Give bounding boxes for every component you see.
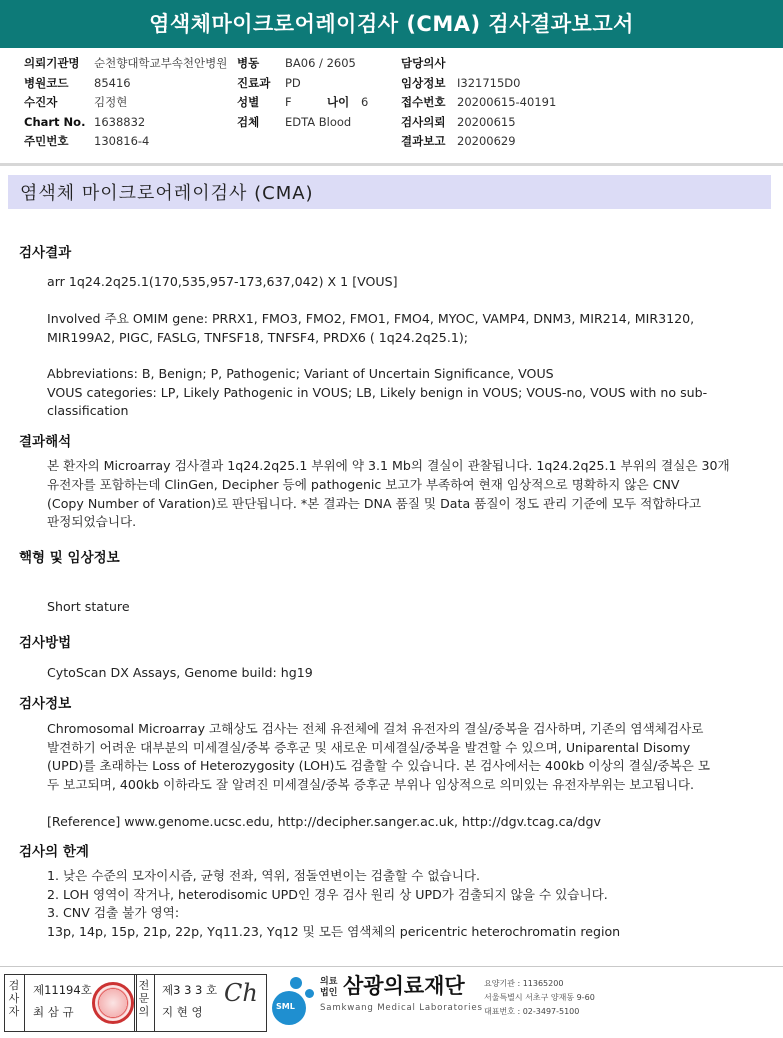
tester-label-char: 검	[8, 979, 20, 992]
interpretation-line: 유전자를 포함하는데 ClinGen, Decipher 등에 pathogenic 보고가 부족하여 현재 임상적으로 명확하지 않은 CNV	[47, 477, 680, 492]
header-divider	[0, 163, 783, 166]
org-name: 삼광의료재단	[343, 974, 465, 998]
test-info-reference: [Reference] www.genome.ucsc.edu, http://decipher.sanger.ac.uk, http://dgv.tcag.ca/dgv	[47, 814, 601, 829]
info-row	[24, 132, 227, 152]
info-row	[401, 74, 556, 94]
report-title: 염색체마이크로어레이검사 (CMA) 검사결과보고서	[0, 0, 783, 48]
result-abbr-2: VOUS categories: LP, Likely Pathogenic in VOUS; LB, Likely benign in VOUS; VOUS-no, VOUS with no sub-	[47, 385, 708, 400]
test-info-line: (UPD)를 초래하는 Loss of Heterozygosity (LOH)도 검출할 수 있습니다. 본 검사에서는 400kb 이상의 결실/중복은 모	[47, 758, 711, 773]
specialist-label-char: 의	[138, 1005, 150, 1018]
info-value: F	[285, 95, 292, 109]
info-value: EDTA Blood	[285, 114, 352, 129]
info-value: 85416	[94, 75, 131, 90]
info-label: 검체	[237, 114, 260, 129]
info-value: 130816-4	[94, 134, 150, 148]
org-english: Samkwang Medical Laboratories	[320, 1003, 483, 1013]
org-prefix-2: 법인	[320, 988, 338, 998]
tester-name: 최 삼 규	[33, 1005, 74, 1019]
info-value: I321715D0	[457, 75, 521, 90]
info-row	[24, 74, 227, 94]
limits-line: 2. LOH 영역이 작거나, heterodisomic UPD인 경우 검사 원리 상 UPD가 검출되지 않을 수 있습니다.	[47, 887, 608, 902]
info-row	[237, 113, 368, 133]
limits-line: 1. 낮은 수준의 모자이시즘, 균형 전좌, 역위, 점돌연변이는 검출할 수 없습니다.	[47, 868, 481, 883]
info-row	[24, 93, 227, 113]
info-label: 임상정보	[401, 75, 446, 90]
info-label: 검사의뢰	[401, 114, 446, 129]
org-prefix-1: 의료	[320, 977, 338, 987]
result-arr: arr 1q24.2q25.1(170,535,957-173,637,042) X 1 [VOUS]	[47, 274, 398, 289]
specialist-label-char: 전	[138, 979, 150, 992]
info-col2	[237, 54, 368, 132]
info-row	[237, 93, 368, 113]
info-label: 결과보고	[401, 134, 446, 148]
limits-line: 13p, 14p, 15p, 21p, 22p, Yq11.23, Yq12 및 모든 염색체의 pericentric heterochromatin region	[47, 924, 621, 939]
section-title: 염색체 마이크로어레이검사 (CMA)	[20, 183, 314, 204]
info-value: 순천향대학교부속천안병원	[94, 56, 228, 70]
logo-dot-icon	[305, 989, 314, 998]
tester-id: 제11194호	[33, 983, 92, 997]
interpretation-line: 판정되었습니다.	[47, 514, 137, 529]
info-label: 접수번호	[401, 95, 446, 109]
info-row	[401, 93, 556, 113]
tester-label-char: 자	[8, 1005, 20, 1018]
info-row	[24, 113, 227, 133]
specialist-label-char: 문	[138, 992, 150, 1005]
info-value: 20200629	[457, 134, 516, 148]
tester-label-char: 사	[8, 992, 20, 1005]
info-row	[401, 113, 556, 133]
logo-dot-icon	[290, 977, 302, 989]
result-abbr-1: Abbreviations: B, Benign; P, Pathogenic; Variant of Uncertain Significance, VOUS	[47, 366, 554, 381]
test-info-line: 발견하기 어려운 대부분의 미세결실/중복 증후군 및 새로운 미세결실/중복을 발견할 수 있으며, Uniparental Disomy	[47, 740, 691, 755]
info-value: 김정현	[94, 95, 128, 109]
info-label: 담당의사	[401, 56, 446, 70]
karyotype-heading: 핵형 및 임상정보	[19, 550, 120, 566]
info-row	[237, 74, 368, 94]
result-genes-2: MIR199A2, PIGC, FASLG, TNFSF18, TNFSF4, PRDX6 ( 1q24.2q25.1);	[47, 330, 468, 345]
test-info-line: Chromosomal Microarray 고해상도 검사는 전체 유전체에 걸쳐 유전자의 결실/중복을 검사하며, 기존의 염색체검사로	[47, 721, 704, 736]
contact-line: 서울특별시 서초구 양재동 9-60	[484, 993, 595, 1002]
footer-divider	[0, 966, 783, 967]
logo-small-text: SML	[276, 1002, 295, 1011]
info-label: 성별	[237, 95, 260, 109]
info-label: 수진자	[24, 95, 58, 109]
result-heading: 검사결과	[19, 245, 72, 261]
info-value: BA06 / 2605	[285, 56, 356, 70]
signature: Ch	[224, 979, 258, 1007]
info-label: 주민번호	[24, 134, 69, 148]
info-label: 진료과	[237, 75, 271, 90]
karyotype-text: Short stature	[47, 599, 130, 614]
info-row	[24, 54, 227, 74]
contact-line: 대표번호 : 02-3497-5100	[484, 1007, 580, 1016]
result-abbr-3: classification	[47, 403, 129, 418]
info-label: 병동	[237, 56, 260, 70]
contact-line: 요양기관 : 11365200	[484, 979, 564, 988]
info-col3	[401, 54, 556, 152]
info-label: 의뢰기관명	[24, 56, 80, 70]
info-value: 20200615-40191	[457, 95, 557, 109]
interpretation-line: (Copy Number of Varation)로 판단됩니다. *본 결과는 DNA 품질 및 Data 품질이 정도 관리 기준에 모두 적합하다고	[47, 496, 701, 511]
info-value: 1638832	[94, 114, 146, 129]
interpretation-line: 본 환자의 Microarray 검사결과 1q24.2q25.1 부위에 약 3.1 Mb의 결실이 관찰됩니다. 1q24.2q25.1 부위의 결실은 30개	[47, 458, 730, 473]
specialist-label	[136, 979, 152, 1018]
info-row	[237, 54, 368, 74]
info-value: PD	[285, 75, 301, 90]
method-text: CytoScan DX Assays, Genome build: hg19	[47, 665, 313, 680]
test-info-heading: 검사정보	[19, 696, 72, 712]
info-row	[401, 54, 556, 74]
tester-seal-icon	[92, 982, 134, 1024]
info-label: 병원코드	[24, 75, 69, 90]
method-heading: 검사방법	[19, 635, 72, 651]
interpretation-heading: 결과해석	[19, 434, 72, 450]
age-value: 6	[361, 95, 369, 109]
age-label: 나이	[327, 95, 350, 109]
info-label: Chart No.	[24, 114, 86, 129]
info-value: 20200615	[457, 114, 516, 129]
specialist-id: 제3 3 3 호	[162, 983, 218, 997]
section-band	[8, 175, 771, 209]
test-info-line: 두 보고되며, 400kb 이하라도 잘 알려진 미세결실/중복 증후군 부위나 임상적으로 의미있는 유전자부위는 보고됩니다.	[47, 777, 695, 792]
tester-label	[6, 979, 22, 1018]
result-genes-1: Involved 주요 OMIM gene: PRRX1, FMO3, FMO2, FMO1, FMO4, MYOC, VAMP4, DNM3, MIR214, MIR3120,	[47, 311, 695, 326]
limits-line: 3. CNV 검출 불가 영역:	[47, 905, 180, 920]
footer	[0, 969, 783, 1038]
info-col1	[24, 54, 227, 152]
limits-heading: 검사의 한계	[19, 844, 89, 860]
info-row	[401, 132, 556, 152]
specialist-name: 지 현 영	[162, 1005, 203, 1019]
